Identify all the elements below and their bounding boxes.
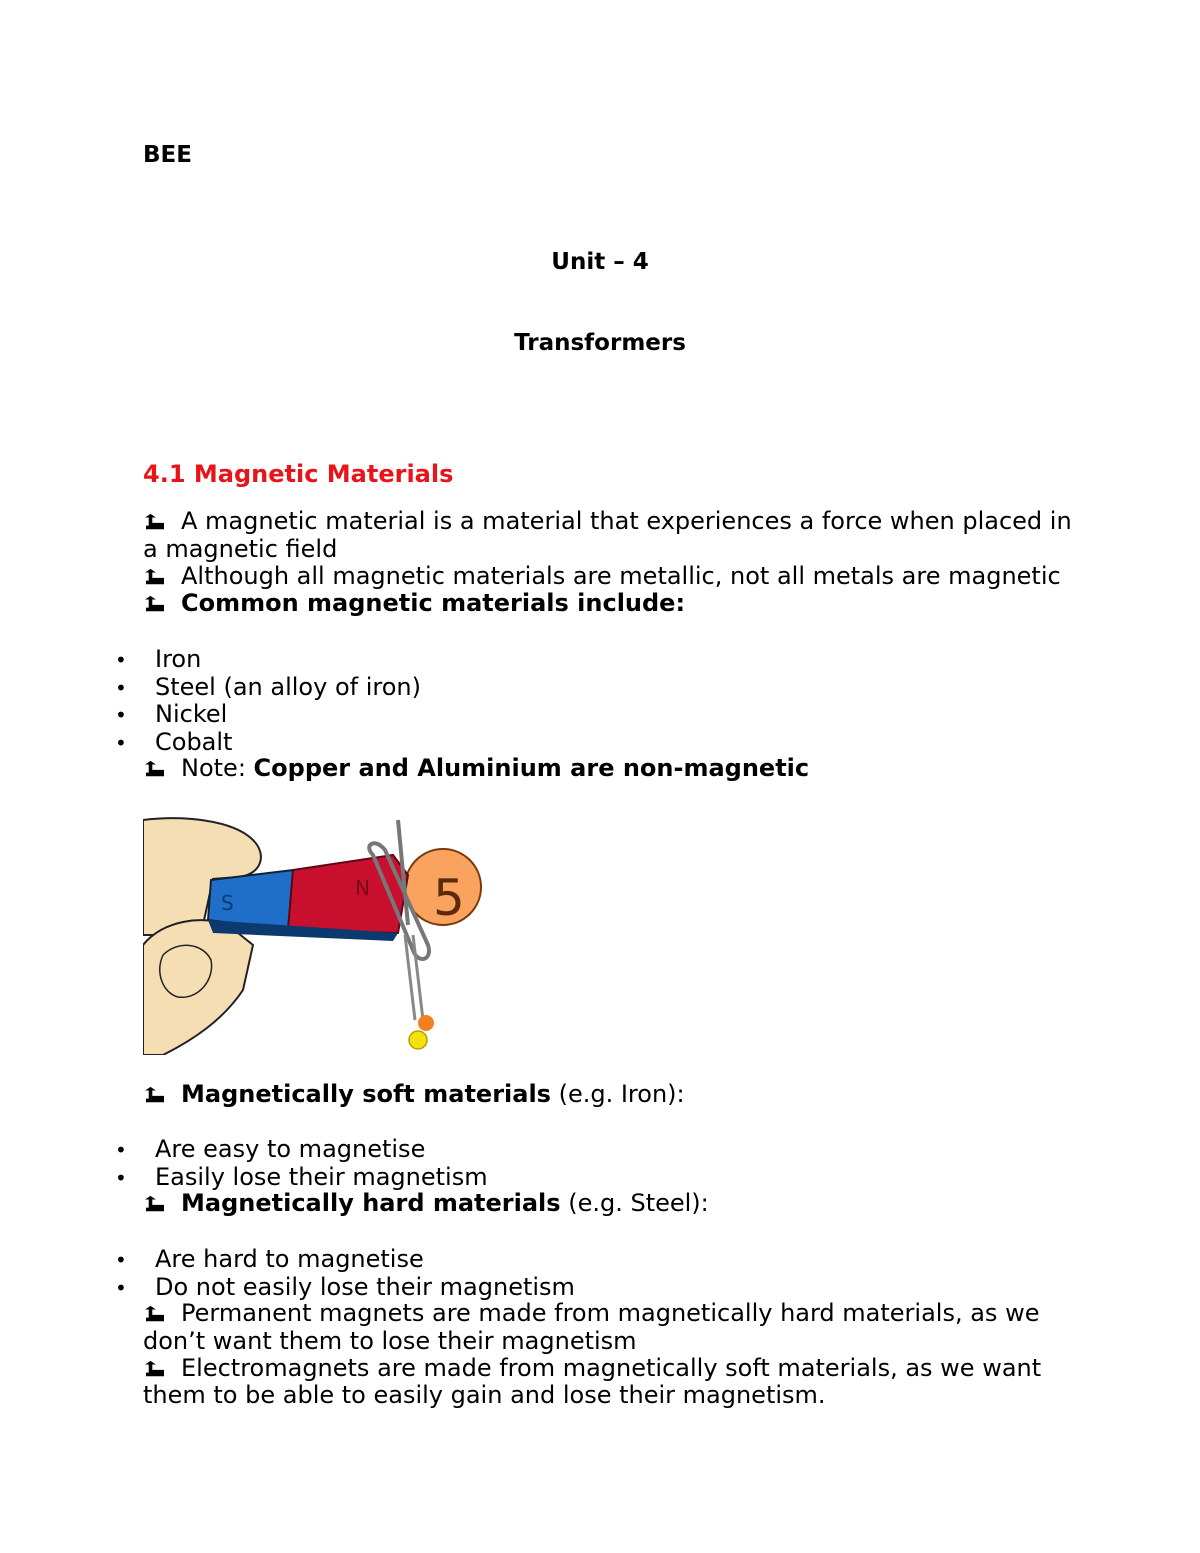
- arrow-bullet-icon: [143, 760, 167, 778]
- list-item: • Iron: [115, 645, 202, 673]
- permanent-point-cont: don’t want them to lose their magnetism: [143, 1327, 637, 1355]
- note-line: [143, 755, 1083, 782]
- point-text: Permanent magnets are made from magnetically hard materials, as we: [181, 1299, 1040, 1327]
- list-item: • Do not easily lose their magnetism: [115, 1273, 575, 1301]
- list-item: • Cobalt: [115, 728, 233, 756]
- point-text: Electromagnets are made from magnetically soft materials, as we want: [181, 1354, 1042, 1382]
- magnet-illustration: [143, 815, 483, 1055]
- permanent-point: [143, 1300, 1083, 1327]
- pole-n-label: N: [355, 876, 370, 900]
- arrow-bullet-icon: [143, 1305, 167, 1323]
- hard-heading: [143, 1190, 1083, 1217]
- point-text: A magnetic material is a material that experiences a force when placed in: [181, 507, 1072, 535]
- list-item: • Are hard to magnetise: [115, 1245, 424, 1273]
- topic-title: Transformers: [514, 330, 686, 356]
- point-metallic: [143, 563, 1083, 590]
- point-text: Common magnetic materials include:: [181, 589, 686, 617]
- hard-example: (e.g. Steel):: [560, 1189, 709, 1217]
- list-item: • Are easy to magnetise: [115, 1135, 426, 1163]
- electromagnet-point-cont: them to be able to easily gain and lose their magnetism.: [143, 1381, 826, 1409]
- unit-title: Unit – 4: [551, 249, 649, 275]
- arrow-bullet-icon: [143, 1086, 167, 1104]
- point-definition: [143, 508, 1083, 535]
- point-definition-cont: a magnetic field: [143, 535, 338, 563]
- soft-heading-text: Magnetically soft materials: [181, 1080, 551, 1108]
- arrow-bullet-icon: [143, 1195, 167, 1213]
- soft-heading: [143, 1081, 1083, 1108]
- course-title: BEE: [143, 142, 192, 168]
- section-heading: 4.1 Magnetic Materials: [143, 460, 454, 488]
- list-item: • Easily lose their magnetism: [115, 1163, 488, 1191]
- arrow-bullet-icon: [143, 1360, 167, 1378]
- list-item: • Steel (an alloy of iron): [115, 673, 421, 701]
- note-text: Copper and Aluminium are non-magnetic: [253, 754, 810, 782]
- coin-label: 5: [433, 869, 465, 927]
- soft-example: (e.g. Iron):: [550, 1080, 685, 1108]
- point-text: Although all magnetic materials are metallic, not all metals are magnetic: [181, 562, 1061, 590]
- electromagnet-point: [143, 1355, 1083, 1382]
- arrow-bullet-icon: [143, 513, 167, 531]
- list-item: • Nickel: [115, 700, 228, 728]
- point-common: [143, 590, 1083, 617]
- pole-s-label: S: [221, 891, 234, 915]
- arrow-bullet-icon: [143, 568, 167, 586]
- hard-heading-text: Magnetically hard materials: [181, 1189, 561, 1217]
- arrow-bullet-icon: [143, 595, 167, 613]
- note-label: Note:: [181, 754, 254, 782]
